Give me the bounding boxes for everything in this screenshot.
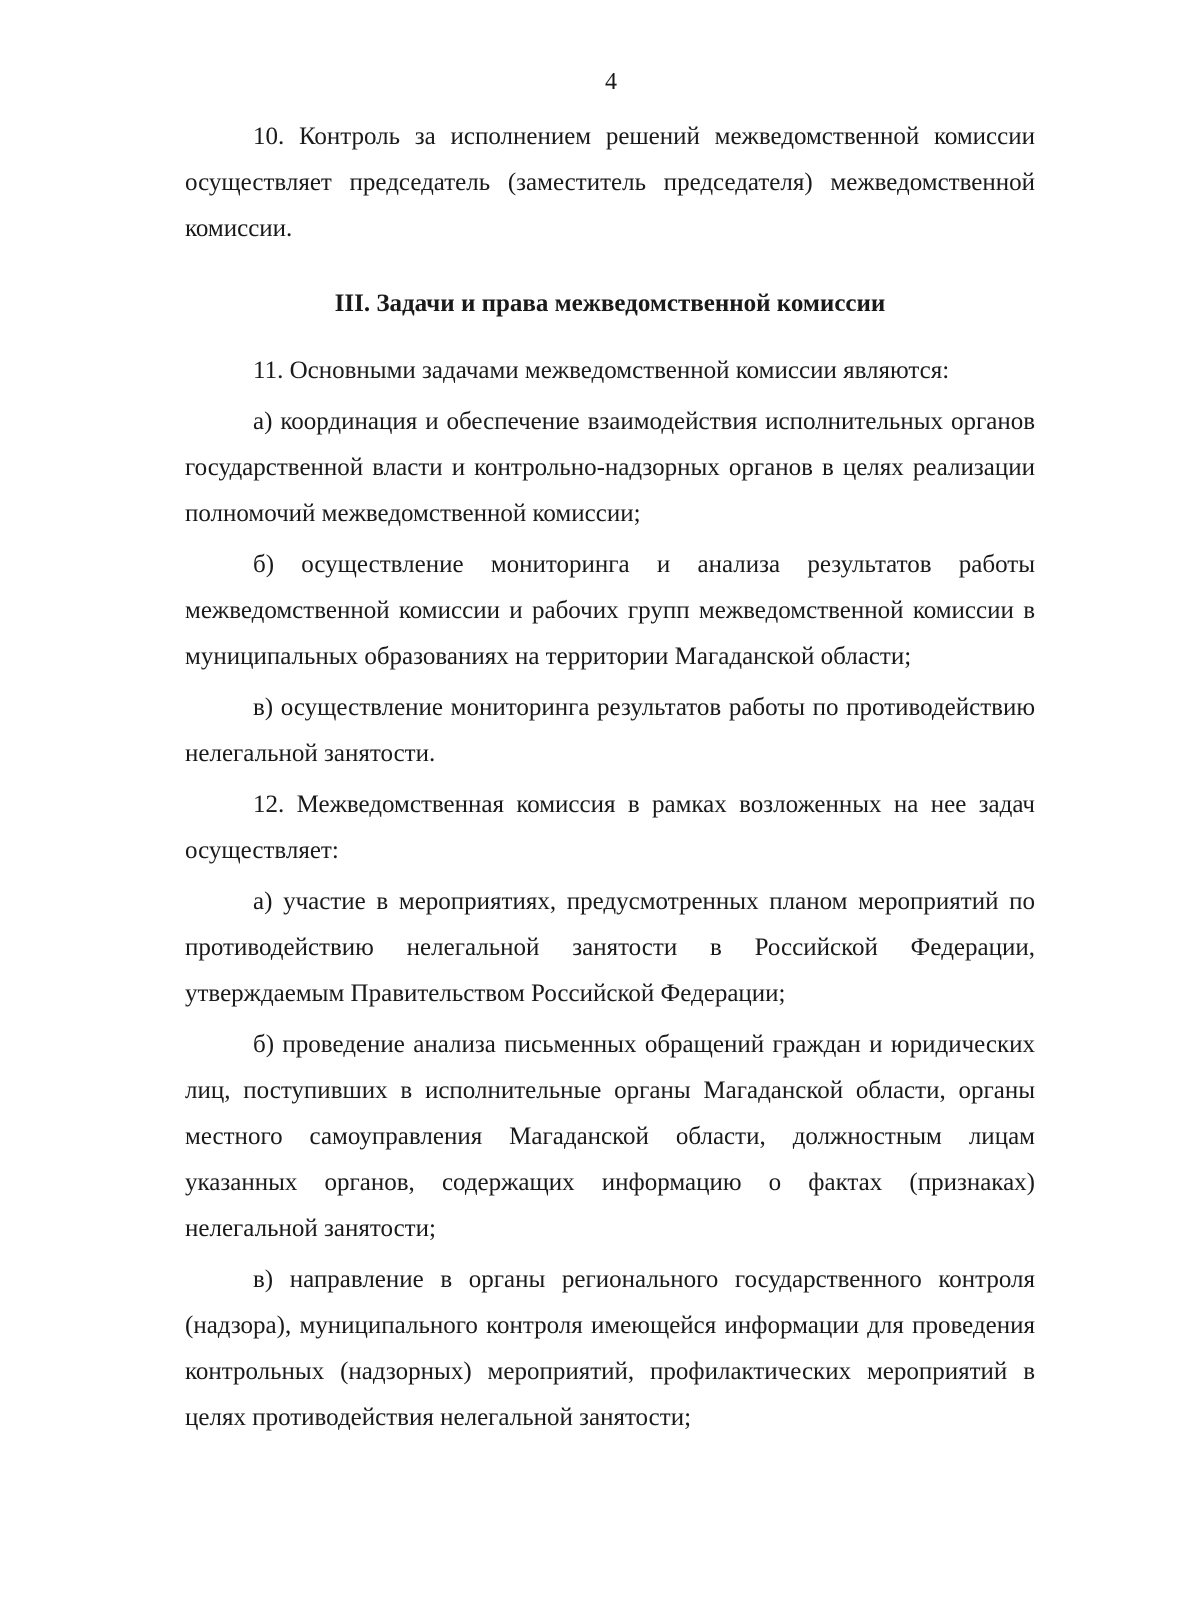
page-number: 4 — [605, 69, 617, 95]
paragraph-12-b: б) проведение анализа письменных обращений граждан и юридических лиц, поступивших в исполнительные органы Магаданской области, органы местного самоуправления Магаданской области, должностным лицам указанных органов, содержащих информацию о фактах (признаках) нелегальной занятости; — [185, 1031, 1035, 1242]
paragraph-11-a: а) координация и обеспечение взаимодействия исполнительных органов государственной власти и контрольно-надзорных органов в целях реализации полномочий межведомственной комиссии; — [185, 408, 1035, 527]
paragraph-11-v: в) осуществление мониторинга результатов работы по противодействию нелегальной занятости. — [185, 694, 1035, 767]
paragraph-10: 10. Контроль за исполнением решений межведомственной комиссии осуществляет председатель (заместитель председателя) межведомственной комиссии. — [185, 123, 1035, 242]
paragraph-11-b: б) осуществление мониторинга и анализа результатов работы межведомственной комиссии и рабочих групп межведомственной комиссии в муниципальных образованиях на территории Магаданской области; — [185, 551, 1035, 670]
document-body — [185, 114, 1035, 1446]
paragraph-12-v: в) направление в органы регионального государственного контроля (надзора), муниципального контроля имеющейся информации для проведения контрольных (надзорных) мероприятий, профилактических мероприятий в целях противодействия нелегальной занятости; — [185, 1266, 1035, 1431]
paragraph-12-a: а) участие в мероприятиях, предусмотренных планом мероприятий по противодействию нелегальной занятости в Российской Федерации, утверждаемым Правительством Российской Федерации; — [185, 888, 1035, 1007]
paragraph-11: 11. Основными задачами межведомственной комиссии являются: — [253, 357, 950, 384]
paragraph-12: 12. Межведомственная комиссия в рамках возложенных на нее задач осуществляет: — [185, 791, 1035, 864]
section-heading: III. Задачи и права межведомственной комиссии — [334, 290, 886, 317]
